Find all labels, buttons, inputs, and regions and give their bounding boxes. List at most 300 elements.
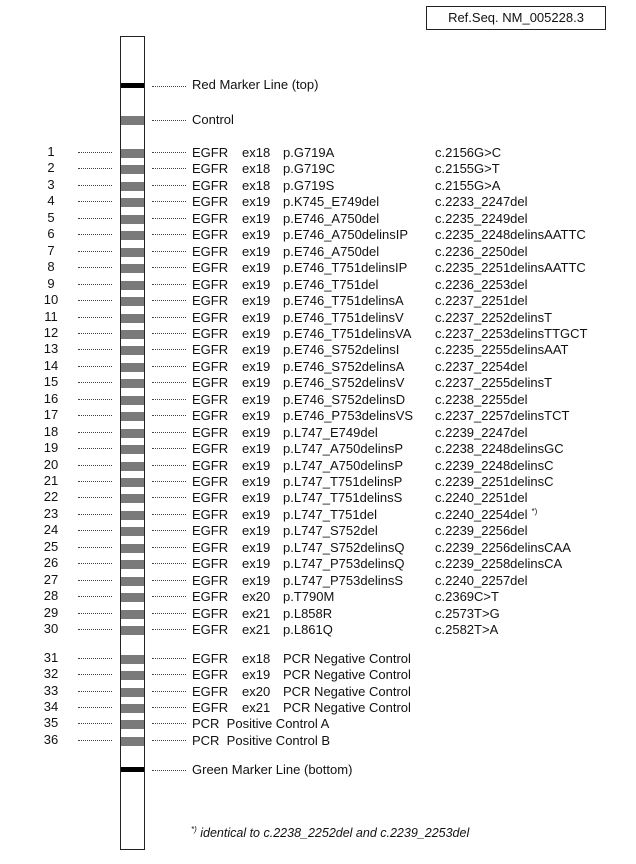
leader-line	[152, 465, 186, 466]
leader-line	[78, 382, 112, 383]
leader-line	[78, 563, 112, 564]
gene-label: EGFR	[192, 293, 229, 308]
leader-line	[78, 580, 112, 581]
probe-band	[121, 544, 144, 553]
leader-line	[152, 399, 186, 400]
leader-line	[152, 481, 186, 482]
control-description: PCR Positive Control A	[192, 716, 330, 731]
leader-line	[152, 234, 186, 235]
probe-number: 16	[43, 391, 59, 406]
protein-change: p.L747_T751delinsS	[283, 490, 403, 505]
control-band	[121, 671, 144, 680]
leader-line	[152, 333, 186, 334]
leader-line	[152, 580, 186, 581]
control-label: Control	[192, 112, 234, 127]
probe-band	[121, 445, 144, 454]
cdna-change	[435, 557, 562, 571]
gene-label: EGFR	[192, 277, 229, 292]
cdna-change	[435, 228, 586, 242]
cdna-text: c.2236_2253del	[435, 277, 528, 292]
cdna-change	[435, 508, 537, 522]
control-description: PCR Negative Control	[283, 651, 411, 666]
leader-line	[78, 317, 112, 318]
probe-number: 11	[44, 309, 58, 324]
control-number: 31	[43, 650, 59, 665]
exon-label: ex20	[242, 684, 271, 699]
leader-line	[78, 366, 112, 367]
cdna-text: c.2240_2251del	[435, 490, 528, 505]
exon-label: ex19	[242, 293, 271, 308]
exon-label: ex19	[242, 490, 271, 505]
exon-label: ex19	[242, 540, 271, 555]
control-description: PCR Positive Control B	[192, 733, 330, 748]
probe-band	[121, 593, 144, 602]
cdna-change	[435, 294, 528, 308]
control-band	[121, 737, 144, 746]
probe-band	[121, 314, 144, 323]
leader-line	[152, 674, 186, 675]
probe-band	[121, 560, 144, 569]
probe-band	[121, 248, 144, 257]
footnote-ref: *)	[531, 506, 538, 516]
leader-line	[78, 432, 112, 433]
gene-label: EGFR	[192, 556, 229, 571]
leader-line	[152, 596, 186, 597]
gene-label: EGFR	[192, 342, 229, 357]
gene-label: EGFR	[192, 441, 229, 456]
leader-line	[152, 152, 186, 153]
protein-change: p.G719S	[283, 178, 335, 193]
gene-label: EGFR	[192, 425, 229, 440]
protein-change: p.E746_T751delinsV	[283, 310, 404, 325]
exon-label: ex19	[242, 326, 271, 341]
exon-label: ex21	[242, 622, 271, 637]
probe-number: 23	[43, 506, 59, 521]
gene-label: EGFR	[192, 310, 229, 325]
cdna-text: c.2239_2248delinsC	[435, 458, 554, 473]
cdna-text: c.2239_2247del	[435, 425, 528, 440]
protein-change: p.L747_S752delinsQ	[283, 540, 405, 555]
cdna-text: c.2238_2248delinsGC	[435, 441, 564, 456]
leader-line	[152, 740, 186, 741]
probe-band	[121, 297, 144, 306]
protein-change: p.L747_S752del	[283, 523, 378, 538]
exon-label: ex19	[242, 425, 271, 440]
protein-change: p.E746_A750del	[283, 211, 380, 226]
leader-line	[152, 691, 186, 692]
gene-label: EGFR	[192, 392, 229, 407]
cdna-change	[435, 146, 501, 160]
control-number: 32	[43, 666, 59, 681]
cdna-change	[435, 426, 528, 440]
cdna-change	[435, 343, 568, 357]
protein-change: p.E746_P753delinsVS	[283, 408, 414, 423]
footnote-mark: *)	[191, 824, 197, 834]
protein-change: p.T790M	[283, 589, 335, 604]
probe-number: 25	[43, 539, 59, 554]
probe-band	[121, 264, 144, 273]
protein-change: p.L747_P753delinsQ	[283, 556, 405, 571]
exon-label: ex19	[242, 211, 271, 226]
probe-number: 29	[43, 605, 59, 620]
cdna-text: c.2237_2253delinsTTGCT	[435, 326, 588, 341]
cdna-text: c.2235_2249del	[435, 211, 528, 226]
cdna-change	[435, 179, 500, 193]
control-number: 35	[43, 715, 59, 730]
probe-band	[121, 215, 144, 224]
control-band	[121, 688, 144, 697]
probe-band	[121, 494, 144, 503]
leader-line	[152, 530, 186, 531]
cdna-text: c.2237_2251del	[435, 293, 528, 308]
leader-line	[78, 740, 112, 741]
probe-number: 12	[43, 325, 59, 340]
leader-line	[78, 168, 112, 169]
gene-label: EGFR	[192, 606, 229, 621]
cdna-change	[435, 212, 528, 226]
leader-line	[78, 465, 112, 466]
leader-line	[152, 120, 186, 121]
probe-band	[121, 429, 144, 438]
cdna-change	[435, 574, 528, 588]
control-band	[121, 704, 144, 713]
cdna-change	[435, 360, 528, 374]
gene-label: EGFR	[192, 161, 229, 176]
leader-line	[78, 613, 112, 614]
probe-band	[121, 610, 144, 619]
cdna-text: c.2573T>G	[435, 606, 500, 621]
exon-label: ex19	[242, 441, 271, 456]
leader-line	[78, 333, 112, 334]
red-marker-label: Red Marker Line (top)	[192, 77, 319, 92]
exon-label: ex19	[242, 408, 271, 423]
cdna-change	[435, 409, 569, 423]
leader-line	[78, 284, 112, 285]
protein-change: p.G719C	[283, 161, 336, 176]
probe-band	[121, 527, 144, 536]
exon-label: ex19	[242, 392, 271, 407]
leader-line	[152, 86, 186, 87]
protein-change: p.K745_E749del	[283, 194, 380, 209]
gene-label: EGFR	[192, 458, 229, 473]
leader-line	[78, 547, 112, 548]
probe-band	[121, 281, 144, 290]
leader-line	[152, 218, 186, 219]
probe-band	[121, 379, 144, 388]
probe-number: 24	[43, 522, 59, 537]
leader-line	[78, 596, 112, 597]
protein-change: p.E746_A750del	[283, 244, 380, 259]
protein-change: p.L747_A750delinsP	[283, 458, 403, 473]
exon-label: ex19	[242, 667, 271, 682]
control-number: 33	[43, 683, 59, 698]
probe-band	[121, 330, 144, 339]
cdna-text: c.2239_2251delinsC	[435, 474, 554, 489]
gene-label: EGFR	[192, 375, 229, 390]
exon-label: ex19	[242, 507, 271, 522]
protein-change: p.L747_P753delinsS	[283, 573, 403, 588]
exon-label: ex19	[242, 244, 271, 259]
probe-band	[121, 182, 144, 191]
leader-line	[78, 349, 112, 350]
probe-number: 5	[47, 210, 55, 225]
cdna-text: c.2156G>C	[435, 145, 502, 160]
exon-label: ex19	[242, 474, 271, 489]
probe-number: 3	[47, 177, 55, 192]
leader-line	[152, 448, 186, 449]
probe-number: 28	[43, 588, 59, 603]
exon-label: ex19	[242, 342, 271, 357]
protein-change: p.E746_A750delinsIP	[283, 227, 409, 242]
protein-change: p.E746_T751delinsVA	[283, 326, 412, 341]
leader-line	[152, 284, 186, 285]
exon-label: ex19	[242, 458, 271, 473]
leader-line	[78, 185, 112, 186]
probe-number: 15	[43, 374, 59, 389]
probe-band	[121, 363, 144, 372]
cdna-change	[435, 376, 552, 390]
probe-number: 2	[47, 160, 55, 175]
cdna-change	[435, 245, 528, 259]
probe-band	[121, 149, 144, 158]
leader-line	[78, 674, 112, 675]
red-marker-band	[121, 83, 144, 88]
leader-line	[152, 432, 186, 433]
exon-label: ex21	[242, 606, 271, 621]
leader-line	[152, 658, 186, 659]
cdna-change	[435, 607, 500, 621]
leader-line	[152, 514, 186, 515]
probe-band	[121, 396, 144, 405]
green-marker-band	[121, 767, 144, 772]
leader-line	[78, 448, 112, 449]
cdna-text: c.2240_2257del	[435, 573, 528, 588]
leader-line	[78, 300, 112, 301]
cdna-change	[435, 475, 554, 489]
gene-label: EGFR	[192, 507, 229, 522]
gene-label: EGFR	[192, 589, 229, 604]
leader-line	[152, 629, 186, 630]
control-band	[121, 655, 144, 664]
exon-label: ex18	[242, 145, 271, 160]
probe-number: 26	[43, 555, 59, 570]
cdna-change	[435, 195, 528, 209]
control-band	[121, 720, 144, 729]
cdna-change	[435, 162, 500, 176]
gene-label: EGFR	[192, 178, 229, 193]
cdna-change	[435, 278, 528, 292]
leader-line	[152, 300, 186, 301]
probe-number: 1	[47, 144, 55, 159]
gene-label: EGFR	[192, 474, 229, 489]
exon-label: ex19	[242, 260, 271, 275]
probe-band	[121, 478, 144, 487]
probe-number: 9	[47, 276, 55, 291]
cdna-text: c.2235_2255delinsAAT	[435, 342, 569, 357]
probe-number: 13	[43, 341, 59, 356]
probe-number: 7	[47, 243, 55, 258]
exon-label: ex18	[242, 161, 271, 176]
cdna-text: c.2582T>A	[435, 622, 499, 637]
probe-number: 27	[43, 572, 59, 587]
gene-label: EGFR	[192, 573, 229, 588]
probe-number: 4	[47, 193, 55, 208]
exon-label: ex19	[242, 556, 271, 571]
leader-line	[152, 267, 186, 268]
exon-label: ex18	[242, 651, 271, 666]
leader-line	[78, 707, 112, 708]
leader-line	[78, 629, 112, 630]
protein-change: p.E746_S752delinsI	[283, 342, 400, 357]
gene-label: EGFR	[192, 408, 229, 423]
cdna-text: c.2237_2254del	[435, 359, 528, 374]
leader-line	[152, 168, 186, 169]
exon-label: ex21	[242, 700, 271, 715]
gene-label: EGFR	[192, 359, 229, 374]
green-marker-label: Green Marker Line (bottom)	[192, 762, 353, 777]
control-band	[121, 116, 144, 125]
leader-line	[78, 691, 112, 692]
exon-label: ex19	[242, 573, 271, 588]
leader-line	[78, 514, 112, 515]
control-number: 36	[43, 732, 59, 747]
exon-label: ex19	[242, 523, 271, 538]
cdna-text: c.2369C>T	[435, 589, 499, 604]
exon-label: ex18	[242, 178, 271, 193]
gene-label: EGFR	[192, 523, 229, 538]
leader-line	[152, 415, 186, 416]
control-description: PCR Negative Control	[283, 667, 411, 682]
ref-seq-label: Ref.Seq. NM_005228.3	[448, 10, 584, 25]
leader-line	[78, 497, 112, 498]
protein-change: p.L747_A750delinsP	[283, 441, 403, 456]
cdna-text: c.2235_2251delinsAATTC	[435, 260, 586, 275]
cdna-text: c.2235_2248delinsAATTC	[435, 227, 586, 242]
leader-line	[152, 201, 186, 202]
cdna-text: c.2238_2255del	[435, 392, 528, 407]
probe-number: 30	[43, 621, 59, 636]
cdna-text: c.2239_2256delinsCAA	[435, 540, 571, 555]
leader-line	[152, 563, 186, 564]
probe-band	[121, 346, 144, 355]
leader-line	[78, 399, 112, 400]
protein-change: p.L747_T751del	[283, 507, 377, 522]
gene-label: EGFR	[192, 145, 229, 160]
cdna-text: c.2155G>A	[435, 178, 501, 193]
leader-line	[78, 201, 112, 202]
leader-line	[152, 185, 186, 186]
cdna-change	[435, 541, 571, 555]
protein-change: p.E746_T751del	[283, 277, 379, 292]
leader-line	[78, 481, 112, 482]
protein-change: p.E746_S752delinsV	[283, 375, 405, 390]
control-number: 34	[43, 699, 59, 714]
cdna-text: c.2236_2250del	[435, 244, 528, 259]
exon-label: ex19	[242, 227, 271, 242]
leader-line	[78, 267, 112, 268]
cdna-text: c.2237_2257delinsTCT	[435, 408, 570, 423]
leader-line	[152, 366, 186, 367]
leader-line	[152, 251, 186, 252]
cdna-change	[435, 590, 499, 604]
gene-label: EGFR	[192, 651, 229, 666]
probe-number: 22	[43, 489, 59, 504]
probe-band	[121, 511, 144, 520]
probe-band	[121, 198, 144, 207]
cdna-change	[435, 623, 498, 637]
cdna-change	[435, 524, 528, 538]
exon-label: ex19	[242, 359, 271, 374]
gene-label: EGFR	[192, 540, 229, 555]
cdna-change	[435, 327, 587, 341]
exon-label: ex19	[242, 277, 271, 292]
cdna-text: c.2240_2254del	[435, 507, 528, 522]
cdna-change	[435, 393, 528, 407]
gene-label: EGFR	[192, 194, 229, 209]
protein-change: p.L747_T751delinsP	[283, 474, 403, 489]
probe-number: 8	[47, 259, 55, 274]
probe-number: 20	[43, 457, 59, 472]
probe-number: 21	[43, 473, 59, 488]
cdna-change	[435, 261, 586, 275]
protein-change: p.L747_E749del	[283, 425, 378, 440]
leader-line	[78, 530, 112, 531]
leader-line	[152, 349, 186, 350]
control-description: PCR Negative Control	[283, 684, 411, 699]
cdna-text: c.2239_2256del	[435, 523, 528, 538]
probe-band	[121, 231, 144, 240]
protein-change: p.L861Q	[283, 622, 333, 637]
probe-band	[121, 165, 144, 174]
gene-label: EGFR	[192, 684, 229, 699]
probe-number: 17	[43, 407, 59, 422]
probe-band	[121, 626, 144, 635]
leader-line	[152, 382, 186, 383]
probe-number: 14	[43, 358, 59, 373]
leader-line	[152, 707, 186, 708]
protein-change: p.G719A	[283, 145, 335, 160]
leader-line	[152, 723, 186, 724]
footnote	[191, 826, 469, 840]
protein-change: p.E746_T751delinsA	[283, 293, 404, 308]
probe-number: 19	[43, 440, 59, 455]
leader-line	[78, 152, 112, 153]
gene-label: EGFR	[192, 700, 229, 715]
probe-band	[121, 462, 144, 471]
exon-label: ex19	[242, 375, 271, 390]
gene-label: EGFR	[192, 326, 229, 341]
protein-change: p.E746_S752delinsA	[283, 359, 405, 374]
gene-label: EGFR	[192, 227, 229, 242]
cdna-text: c.2155G>T	[435, 161, 500, 176]
cdna-text: c.2233_2247del	[435, 194, 528, 209]
footnote-text: identical to c.2238_2252del and c.2239_2253del	[196, 826, 470, 840]
leader-line	[78, 723, 112, 724]
control-description: PCR Negative Control	[283, 700, 411, 715]
probe-band	[121, 412, 144, 421]
exon-label: ex19	[242, 310, 271, 325]
leader-line	[78, 218, 112, 219]
gene-label: EGFR	[192, 260, 229, 275]
probe-number: 6	[47, 226, 55, 241]
leader-line	[78, 415, 112, 416]
cdna-change	[435, 459, 554, 473]
leader-line	[78, 658, 112, 659]
gene-label: EGFR	[192, 667, 229, 682]
gene-label: EGFR	[192, 622, 229, 637]
exon-label: ex20	[242, 589, 271, 604]
leader-line	[152, 613, 186, 614]
